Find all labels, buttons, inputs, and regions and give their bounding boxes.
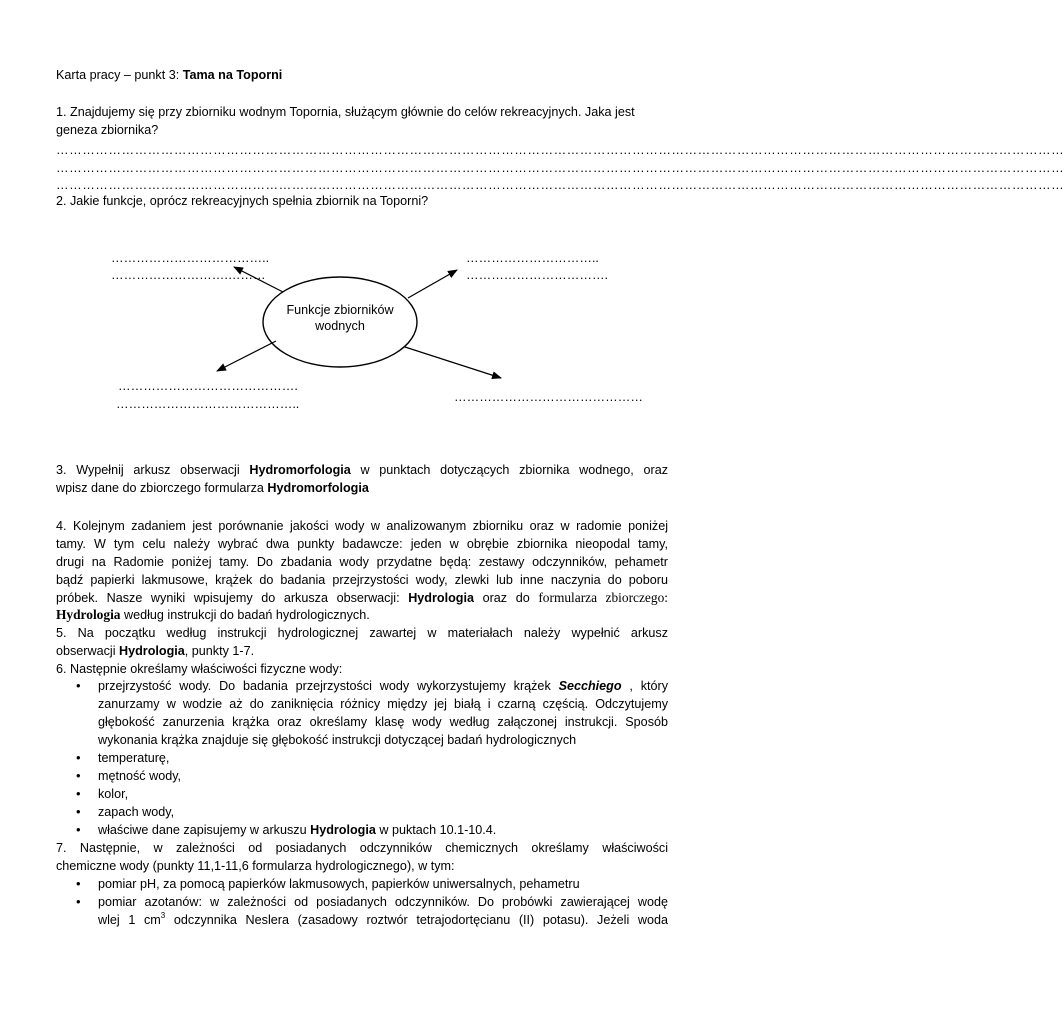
question-3-line-2: wpisz dane do zbiorczego formularza Hydromorfologia — [56, 481, 369, 495]
q6-bullet-5: zapach wody, — [98, 805, 175, 819]
question-7-line-2: chemiczne wody (punkty 11,1-11,6 formularza hydrologicznego), w tym: — [56, 859, 455, 873]
q6-bullet-1-line-2: zanurzamy w wodzie aż do zaniknięcia różnicy między jej białą i czarną częścią. Odczytujemy — [98, 697, 668, 711]
bullet: • — [76, 876, 81, 891]
question-4-line-4: bądź papierki lakmusowe, krążek do badania przejrzystości wody, zlewki lub inne naczynia do poboru — [56, 573, 668, 587]
diagram-blank-bottom-left-2[interactable]: …………………………………….. — [116, 397, 300, 411]
diagram-blank-top-left-2[interactable]: ……………………….……… — [111, 268, 266, 282]
diagram-blank-top-right-2[interactable]: ……………………………. — [466, 268, 609, 282]
answer-line-3[interactable]: …………………………………………………………………………………………………………………………………………………………………………………………………………… — [56, 178, 1064, 192]
arrow-bottom-left — [217, 341, 276, 371]
question-4-line-2: tamy. W tym celu należy wybrać dwa punkty badawcze: jeden w obrębie zbiornika nieopodal tamy, — [56, 537, 668, 551]
question-1-line-2: geneza zbiornika? — [56, 123, 159, 137]
bullet: • — [76, 804, 81, 819]
q6-bullet-1-line-1: przejrzystość wody. Do badania przejrzystości wody wykorzystujemy krążek Secchiego , który — [98, 679, 668, 693]
arrow-bottom-right — [405, 347, 501, 378]
q7-bullet-2-line-2: wlej 1 $cm^3$ odczynnika Neslera (zasadowy roztwór tetrajodortęcianu (II) potasu). Jeżeli woda — [98, 911, 668, 927]
q6-bullet-2: temperaturę, — [98, 751, 170, 765]
question-6-intro: 6. Następnie określamy właściwości fizyczne wody: — [56, 662, 343, 676]
q6-bullet-4: kolor, — [98, 787, 129, 801]
q6-bullet-3: mętność wody, — [98, 769, 182, 783]
q6-bullet-1-line-4: wykonania krążka znajduje się głębokość instrukcji dotyczącej badań hydrologicznych — [98, 733, 577, 747]
bullet: • — [76, 786, 81, 801]
question-4-line-1: 4. Kolejnym zadaniem jest porównanie jakości wody w analizowanym zbiorniku oraz w radomie poniżej — [56, 519, 668, 533]
bullet: • — [76, 768, 81, 783]
question-7-line-1: 7. Następnie, w zależności od posiadanych odczynników chemicznych określamy właściwości — [56, 841, 668, 855]
question-5-line-1: 5. Na początku według instrukcji hydrologicznej zawartej w materiałach należy wypełnić arkusz — [56, 626, 668, 640]
diagram-blank-bottom-right-1[interactable]: ……………………………………… — [454, 390, 643, 404]
bullet: • — [76, 822, 81, 837]
question-3-line-1: 3. Wypełnij arkusz obserwacji Hydromorfologia w punktach dotyczących zbiornika wodnego, oraz — [56, 463, 668, 477]
diagram-blank-top-left-1[interactable]: ……………………………….. — [111, 251, 270, 265]
q7-bullet-1: pomiar pH, za pomocą papierków lakmusowych, papierków uniwersalnych, pehametru — [98, 877, 580, 891]
answer-line-1[interactable]: …………………………………………………………………………………………………………………………………………………………………………………………………………… — [56, 143, 1064, 157]
answer-line-2[interactable]: …………………………………………………………………………………………………………………………………………………………………………………………………………… — [56, 161, 1064, 175]
bullet: • — [76, 678, 81, 693]
bullet: • — [76, 894, 81, 909]
question-4-line-5: próbek. Nasze wyniki wpisujemy do arkusza obserwacji: Hydrologia oraz do formularza zbiorczego: — [56, 590, 668, 605]
page-title: Karta pracy – punkt 3: Tama na Toporni — [56, 68, 283, 82]
q6-bullet-6: właściwe dane zapisujemy w arkuszu Hydrologia w puktach 10.1-10.4. — [98, 823, 497, 837]
question-5-line-2: obserwacji Hydrologia, punkty 1-7. — [56, 644, 255, 658]
question-1-line-1: 1. Znajdujemy się przy zbiorniku wodnym Topornia, służącym głównie do celów rekreacyjnych. Jaka jest — [56, 105, 635, 119]
diagram-blank-top-right-1[interactable]: ………………………….. — [466, 251, 599, 265]
question-4-line-6: Hydrologia według instrukcji do badań hydrologicznych. — [56, 607, 370, 622]
arrow-top-right — [408, 270, 457, 298]
q7-bullet-2-line-1: pomiar azotanów: w zależności od posiadanych odczynników. Do probówki zawierającej wodę — [98, 895, 668, 909]
question-2: 2. Jakie funkcje, oprócz rekreacyjnych spełnia zbiornik na Toporni? — [56, 194, 429, 208]
diagram-blank-bottom-left-1[interactable]: ……………………………………. — [118, 379, 298, 393]
q6-bullet-1-line-3: głębokość zanurzenia krążka oraz określamy klasę wody według załączonej instrukcji. Sposób — [98, 715, 668, 729]
diagram-center-label: Funkcje zbiorników wodnych — [286, 303, 394, 333]
bullet: • — [76, 750, 81, 765]
question-4-line-3: drugi na Radomie poniżej tamy. Do zbadania wody przydatne będą: zestawy odczynników, pehametr — [56, 555, 668, 569]
